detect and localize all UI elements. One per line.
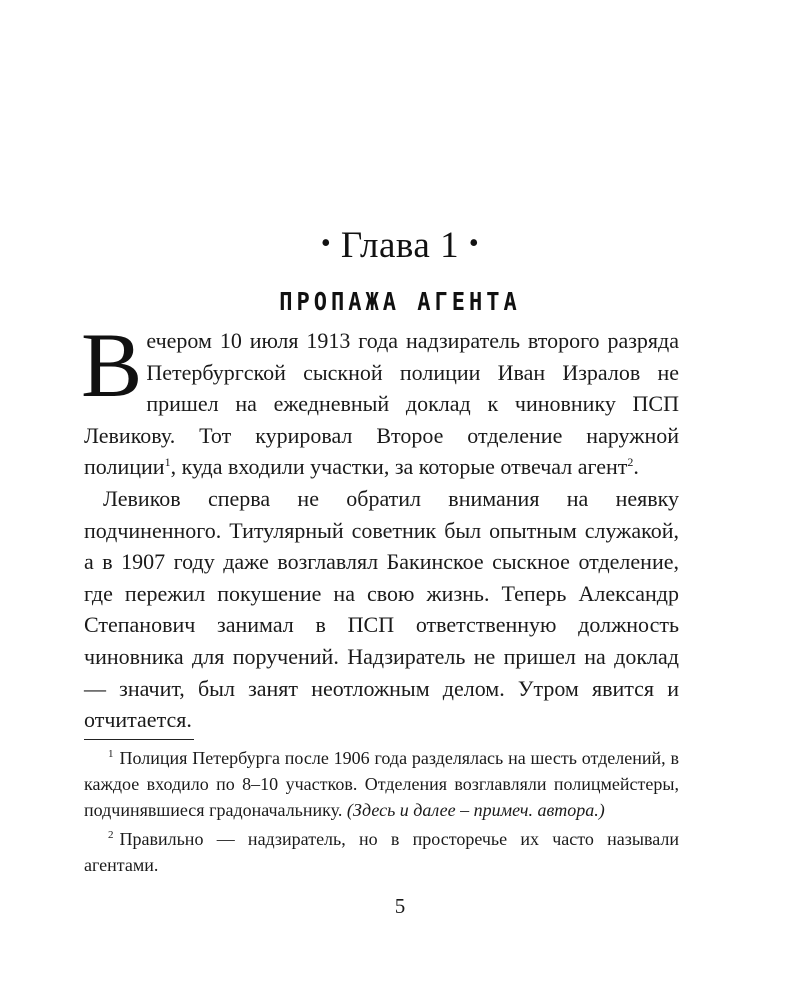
footnote-1 bbox=[84, 742, 679, 823]
bullet-left: • bbox=[320, 228, 332, 259]
footnotes bbox=[84, 742, 679, 879]
footnote-ref-2[interactable]: 2 bbox=[627, 455, 634, 470]
footnote-1-text: Полиция Петербурга после 1906 года разделялась на шесть отделений, в каждое входило по 8–10 участков. Отделения возглавляли полицмейстеры, подчинявшиеся градоначальнику. bbox=[84, 748, 679, 820]
bullet-right: • bbox=[468, 228, 480, 259]
footnote-1-note: (Здесь и далее – примеч. автора.) bbox=[346, 799, 605, 820]
drop-cap: В bbox=[81, 314, 143, 416]
footnote-2 bbox=[84, 823, 679, 879]
footnote-2-number: 2 bbox=[108, 829, 114, 842]
paragraph-1-text-a: ечером 10 июля 1913 года надзиратель второго разряда Петербургской сыскной полиции Иван Изралов не пришел на ежедневный доклад к чиновнику ПСП Левикову. Тот курировал Второе отделение наружной полиции bbox=[84, 328, 679, 480]
footnote-divider bbox=[84, 739, 194, 740]
footnote-1-number: 1 bbox=[108, 748, 114, 760]
paragraph-1 bbox=[81, 314, 679, 483]
body-text bbox=[81, 314, 679, 736]
paragraph-1-text-c: . bbox=[633, 454, 639, 480]
chapter-label: Глава 1 bbox=[340, 225, 460, 266]
footnote-2-text: Правильно — надзиратель, но в просторечье их часто называли агентами. bbox=[84, 829, 679, 876]
footnote-ref-1[interactable]: 1 bbox=[164, 455, 171, 470]
chapter-heading bbox=[0, 224, 800, 267]
chapter-subtitle: ПРОПАЖА АГЕНТА bbox=[279, 288, 521, 317]
page-number: 5 bbox=[394, 894, 406, 918]
paragraph-2: Левиков сперва не обратил внимания на неявку подчиненного. Титулярный советник был опытным служакой, а в 1907 году даже возглавлял Бакинское сыскное отделение, где пережил покушение на свою жизнь. Теперь Александр Степанович занимал в ПСП ответственную должность чиновника для поручений. Надзиратель не пришел на доклад — значит, был занят неотложным делом. Утром явится и отчитается. bbox=[84, 485, 679, 733]
paragraph-1-text-b: , куда входили участки, за которые отвечал агент bbox=[170, 454, 628, 480]
